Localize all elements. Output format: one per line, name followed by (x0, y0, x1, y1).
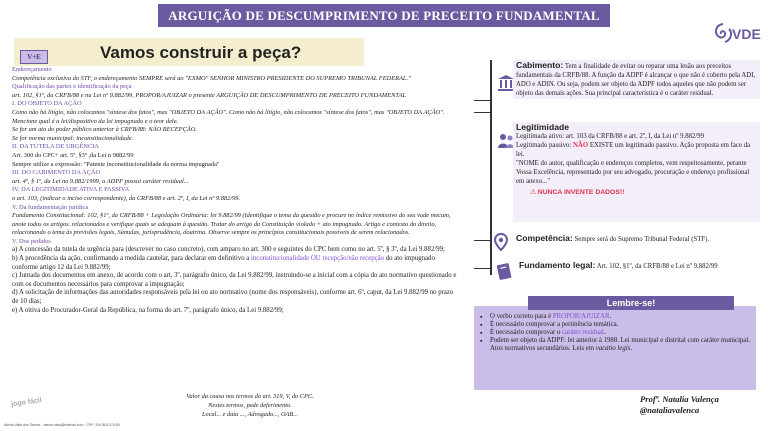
cabimento-text: art. 4º, § 1º, da Lei no 9.882/1999, a ADPF possui caráter residual... (12, 177, 189, 185)
location-pin-icon (492, 233, 510, 251)
pedido-c: c) Juntada dos documentos em anexo, de acordo com o art. 3º, parágrafo único, da Lei 9.882/99, instruindo-se a inicial com a cópia do ato normativo questionado e com os documentos necessários para comprovar a impugnação; (12, 272, 457, 288)
enderecamento-text: Competência exclusiva do STF, o endereçamento SEMPRE será ao "EXMO" SENHOR MINISTRO PRESIDENTE DO SUPREMO TRIBUNAL FEDERAL." (12, 74, 411, 82)
objeto-heading: I. DO OBJETO DA AÇÃO (12, 100, 82, 108)
pedido-b-text-2: do ato impugnado conforme artigo 12 da Lei 9.882/99; (12, 255, 435, 271)
pedidos-list (12, 246, 457, 315)
objeto-text-1: Como não há litígio, não colocamos "síntese dos fatos", mas "OBJETO DA AÇÃO". Como não há litígio, não colocamos "síntese dos fatos", mas "OBJETO DA AÇÃO". Mencione qual é a lei/dispositivo da lei impugnado e o teor dele. (12, 108, 445, 125)
brand-logo (712, 22, 764, 46)
passivo-text-a: Legitimado passivo: (516, 142, 574, 149)
fundamento-label: Fundamento legal: (519, 260, 596, 270)
tutela-text-2: Sempre utilize a expressão: "Patente inconstitucionalidade da norma impugnada" (12, 160, 220, 168)
warning-text: NUNCA INVENTE DADOS!! (537, 189, 625, 196)
author-name: Profª. Natalia Valença (640, 394, 719, 404)
pedido-e: e) A oitiva do Procurador-Geral da República, na forma do art. 7º, parágrafo único, da Lei 9.882/99; (12, 306, 284, 314)
signature (640, 394, 719, 416)
page-title: ARGUIÇÃO DE DESCUMPRIMENTO DE PRECEITO FUNDAMENTAL (158, 4, 610, 27)
pedido-a: a) A concessão da tutela de urgência para (descrever no caso concreto), com amparo no art. 300 e seguintes do CPC bem como no art. 5º, § 3º, da Lei 9.882/99; (12, 246, 445, 254)
lembre-item-4 (480, 337, 750, 353)
legitimado-passivo (516, 141, 757, 159)
objeto-text-3: Se for norma municipal: inconstitucionalidade. (12, 134, 134, 142)
lembre-item-2: ▪ É necessário comprovar a pertinência temática. (480, 321, 750, 329)
warning-icon: ⚠ (530, 189, 538, 196)
tutela-heading: II. DA TUTELA DE URGÊNCIA (12, 143, 100, 151)
legitimidade-quote: "NOME do autor, qualificação e endereços completos, vem respeitosamente, perante Vossa Excelência, representado por seu advogado, procuração e endereço profissional em anexo..." (516, 160, 750, 185)
cabimento-label: Cabimento: (516, 60, 564, 70)
competencia-label: Competência: (516, 233, 573, 243)
qualificacao-heading: Qualificação das partes e identificação da peça (12, 83, 132, 91)
cabimento-box-text: Tem a finalidade de evitar ou reparar uma lesão aos preceitos fundamentais da CRFB/88. A função da ADPF é alcançar o que não é coberto pela ADI, ADO e ADIN. Ou seja, podem ser objeto da ADPF todos aqueles que não podem ser objeto das demais ações. Sua principal característica é o caráter residual. (516, 63, 756, 97)
tutela-text-1: Art. 300 do CPC+ art. 5º, §3º ,da Lei n 9882/99 (12, 151, 134, 159)
lembre-4c: . (630, 345, 632, 353)
lembre-1a: O verbo correto para é (490, 313, 553, 320)
cabimento-heading: III. DO CABIMENTO DA AÇÃO (12, 169, 101, 177)
cabimento-box (513, 60, 760, 99)
lembre-1c: . (609, 313, 612, 320)
legitimidade-heading: IV. DA LEGITIMIDADE ATIVA E PASSIVA (12, 186, 130, 194)
lembre-3a: É necessário comprovar o (490, 329, 563, 337)
warning-line (516, 188, 757, 197)
timeline-tick (474, 100, 492, 101)
pedidos-heading: V. Dos pedidos (12, 237, 51, 245)
competencia-text: Sempre será do Supremo Tribunal Federal (STF). (572, 236, 710, 243)
lembre-title: Lembre-se! (528, 296, 734, 310)
legitimidade-text: o art. 103, (indicar o inciso correspondente), da CRFB/88 e art. 2º, I, da Lei nº 9.882/99. (12, 194, 241, 202)
brand-badge: V+E (20, 50, 48, 64)
fundamentacao-heading: V. Da fundamentação jurídica (12, 203, 89, 211)
fundamento-text: Art. 102, §1º, da CRFB/88 e Lei nº 9.882/99 (595, 263, 718, 270)
left-column (12, 66, 457, 315)
local-data: Local... e data ..., Advogado..., OAB... (202, 410, 298, 418)
enderecamento-heading: Endereçamento (12, 66, 52, 73)
passivo-text-b: EXISTE um legitimado passivo. Ação proposta em face da lei. (516, 142, 751, 158)
lembre-3c: . (603, 329, 606, 337)
lembre-4b: vacatio legis (595, 345, 631, 353)
lembre-1b: PROPOR/AJUIZAR (552, 313, 610, 320)
pedido-b-text-1: b) A procedência da ação, confirmando a medida cautelar, para declarar em definitivo a (12, 255, 252, 263)
legitimidade-box (513, 122, 760, 222)
lembre-3b: caráter residual (562, 329, 604, 337)
closing-block (130, 393, 370, 419)
fundamento-box (519, 261, 763, 271)
valor-causa: Valor da causa nos termos do art. 319, V, do CPC. (186, 393, 314, 400)
swirl-logo-icon (712, 22, 734, 44)
pedido-b (12, 255, 457, 272)
watermark-logo: jogo fácil (10, 397, 43, 409)
law-book-icon (495, 262, 513, 280)
pedido-d: d) A solicitação de informações das autoridades responsáveis pela lei ou ato normativo (nome dos responsáveis), conforme art. 6º, caput, da Lei 9.882/99 no prazo de 10 dias; (12, 289, 454, 306)
pede-deferimento: Nestes termos, pede deferimento. (208, 401, 292, 409)
passivo-nao: NÃO (573, 142, 589, 149)
qualificacao-text: art. 102, §1º, da CRFB/88 e na Lei nº 9.882/99, PROPOR/AJUIZAR o presente ARGUIÇÃO DE DESCUMPRIMENTO DE PRECEITO FUNDAMENTAL (12, 91, 406, 99)
competencia-box (516, 234, 762, 244)
fundamentacao-text: Fundamento Constitucional: 102, §1º, da CRFB/88 + Legislação Ordinária: lei 9.882/99 (Identifique o tema da questão e procure no índice remissivo do seu vade mecum, anote todos os artigos. relacionados e verifique quais se adequam à questão. Tratar do artigo da Constituição violado + ato impugnado. Artigo e contexto do direito, relacionando o tema às previsões legais, Súmulas, jurisprudência, doutrina. Observe sempre os princípios constitucionais possíveis de serem relacionados. (12, 212, 451, 237)
owner-line: Alexia Valia dos Santos · alexie.valia@hotmail.com · CPF: 204.804.374-80 (4, 423, 120, 427)
lembre-box (474, 306, 756, 390)
heading-banner (14, 38, 364, 66)
timeline-tick (474, 268, 492, 269)
author-handle: @nataliavalenca (640, 405, 700, 415)
objeto-text-2: Se for um ato do poder público anterior à CRFB/88: NÃO RECEPÇÃO. (12, 126, 197, 134)
legitimado-ativo: Legitimada ativo: art. 103 da CRFB/88 e art. 2º, I, da Lei nº 9.882/99 (516, 133, 705, 140)
timeline-tick (474, 112, 492, 113)
lembre-item-1 (480, 313, 750, 321)
timeline-tick (474, 240, 492, 241)
heading-text: Vamos construir a peça? (100, 43, 302, 62)
lembre-4a: Podem ser objeto da ADPF: lei anterior à 1988. Lei municipal e distrital com caráter municipal. Atos normativos secundários. Leis em (490, 337, 750, 353)
pedido-b-highlight: inconstitucionalidade OU recepção/não recepção (251, 255, 385, 263)
legitimidade-label: Legitimidade (516, 122, 570, 132)
lembre-item-3 (480, 329, 750, 337)
logo-text: VDE (732, 26, 761, 42)
